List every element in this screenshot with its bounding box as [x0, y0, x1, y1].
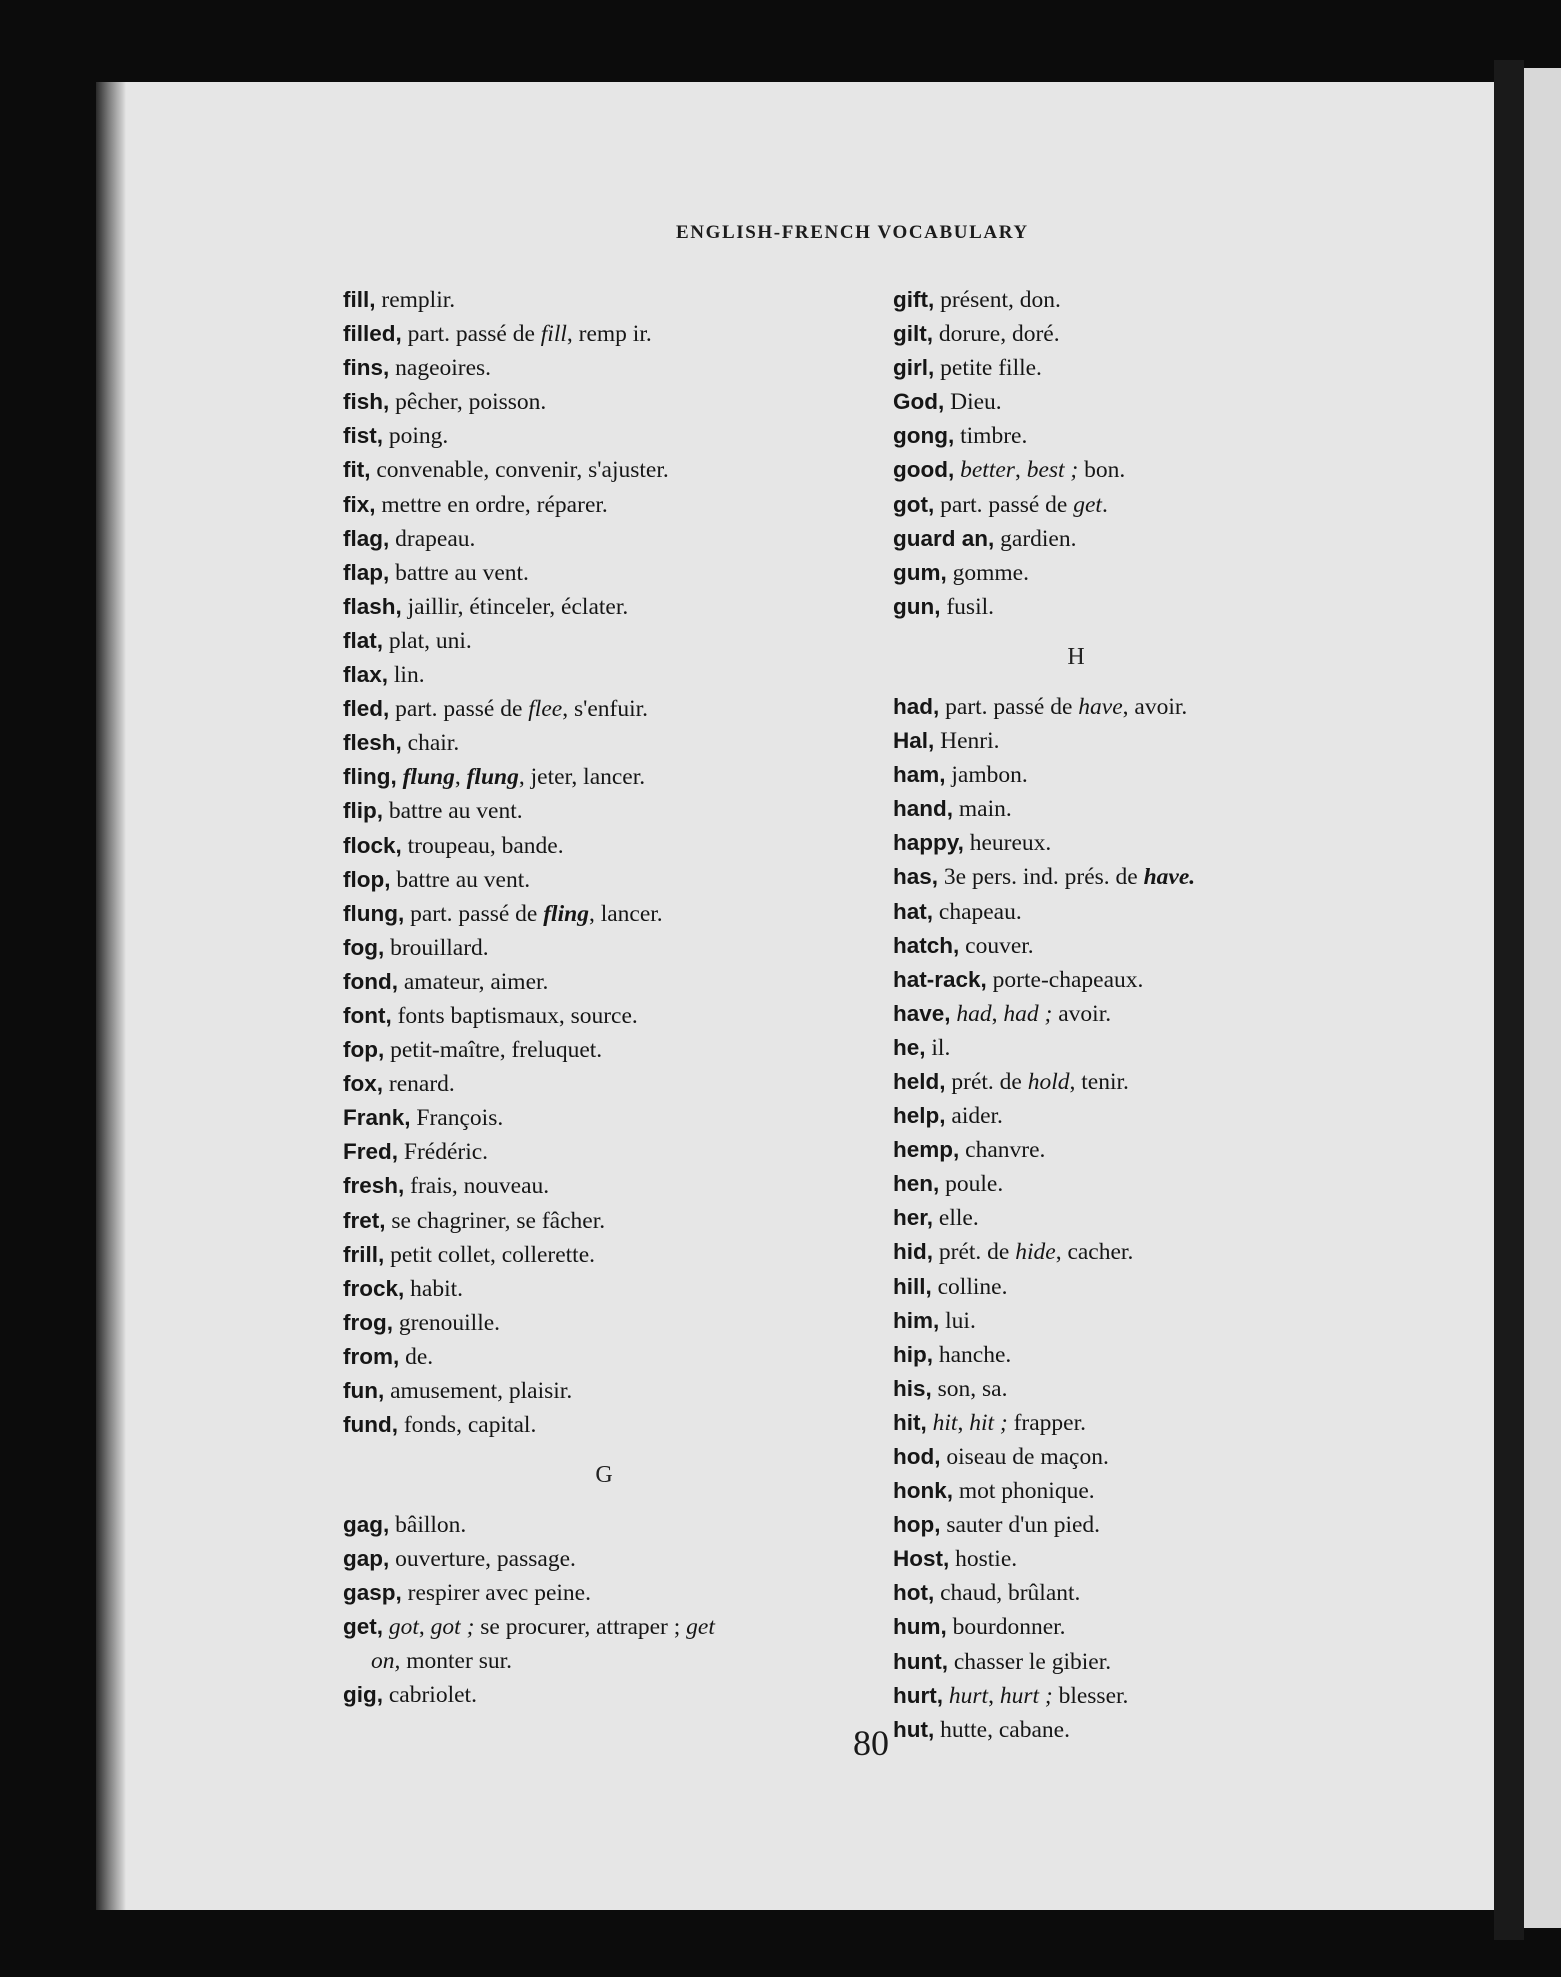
definition-text: part. passé de — [401, 321, 541, 348]
definition-text: chaud, brûlant. — [934, 1580, 1081, 1607]
vocab-entry — [343, 863, 863, 897]
definition-text: flung — [402, 764, 455, 791]
headword: gag, — [343, 1512, 390, 1538]
vocab-entry — [893, 963, 1333, 997]
headword: him, — [893, 1307, 940, 1333]
vocab-entry — [893, 419, 1333, 453]
headword: fox, — [343, 1071, 384, 1097]
definition-text: son, sa. — [931, 1375, 1008, 1402]
definition-text: , — [418, 1614, 431, 1641]
definition-text: , — [454, 764, 467, 791]
vocab-entry — [343, 624, 863, 658]
right-column — [893, 283, 1333, 1747]
vocab-entry — [893, 590, 1333, 624]
definition-text: gomme. — [946, 559, 1029, 586]
headword: ham, — [893, 762, 946, 788]
vocab-entry — [893, 724, 1333, 758]
definition-text: il. — [925, 1034, 951, 1061]
headword: fling, — [343, 764, 397, 790]
definition-text: part. passé de — [389, 696, 529, 723]
headword: happy, — [893, 830, 964, 856]
definition-text: , — [988, 1682, 1000, 1709]
definition-text: have. — [1143, 864, 1196, 891]
headword: hop, — [893, 1512, 941, 1538]
definition-text: fling — [543, 900, 589, 927]
headword: flash, — [343, 593, 402, 619]
headword: girl, — [893, 355, 935, 381]
definition-text: bâillon. — [389, 1512, 467, 1539]
definition-text: fonds, capital. — [397, 1412, 537, 1439]
headword: gig, — [343, 1681, 383, 1707]
headword: Fred, — [343, 1139, 399, 1165]
headword: fun, — [343, 1378, 385, 1403]
headword: gum, — [893, 559, 947, 585]
headword: filled, — [343, 321, 402, 347]
definition-text: renard. — [383, 1071, 455, 1098]
vocab-entry — [893, 1542, 1333, 1576]
definition-text: fonts baptismaux, source. — [391, 1002, 638, 1029]
headword: hen, — [893, 1171, 940, 1197]
definition-text: , — [957, 1409, 970, 1436]
vocab-entry — [893, 1031, 1333, 1065]
headword: font, — [343, 1002, 392, 1028]
headword: gap, — [343, 1546, 390, 1572]
definition-text: fusil. — [940, 593, 995, 620]
vocab-entry — [893, 453, 1333, 487]
definition-text: heureux. — [963, 830, 1052, 857]
facing-page-edge — [1524, 68, 1561, 1928]
definition-text: hit ; — [969, 1409, 1008, 1436]
headword: Frank, — [343, 1105, 411, 1131]
headword: hatch, — [893, 932, 960, 958]
vocab-entry — [893, 929, 1333, 963]
vocab-entry — [893, 758, 1333, 792]
vocab-entry — [893, 1610, 1333, 1644]
definition-text: hold — [1027, 1068, 1070, 1095]
headword: got, — [893, 491, 935, 517]
vocab-entry — [343, 1610, 863, 1677]
definition-text: Frédéric. — [398, 1139, 489, 1166]
vocab-entry — [343, 1101, 863, 1135]
definition-text: monter sur. — [400, 1647, 512, 1674]
definition-text: se procurer, attraper ; — [474, 1614, 687, 1641]
vocab-entry — [893, 385, 1333, 419]
vocab-entry — [893, 1713, 1333, 1747]
headword: hit, — [893, 1409, 927, 1435]
definition-text: oiseau de maçon. — [940, 1444, 1109, 1470]
definition-text: de. — [399, 1343, 434, 1370]
vocab-entry — [343, 794, 863, 828]
vocab-entry — [893, 1270, 1333, 1304]
section-letter: G — [595, 1462, 613, 1489]
vocab-entry — [343, 692, 863, 726]
headword: hunt, — [893, 1648, 948, 1674]
vocab-entry — [893, 895, 1333, 929]
definition-text: , jeter, lancer. — [518, 764, 646, 791]
vocab-entry — [343, 1340, 863, 1374]
definition-text: plat, uni. — [383, 627, 472, 654]
definition-text: lui. — [939, 1307, 976, 1334]
headword: his, — [893, 1375, 932, 1401]
headword: hod, — [893, 1444, 941, 1469]
definition-text: hurt ; — [999, 1682, 1053, 1709]
running-header: ENGLISH-FRENCH VOCABULARY — [676, 222, 1029, 243]
definition-text: , — [1014, 457, 1027, 484]
definition-text: brouillard. — [384, 934, 489, 961]
entry-continuation — [343, 1645, 863, 1678]
headword: flock, — [343, 832, 402, 858]
definition-text: part. passé de — [404, 900, 544, 927]
headword: hum, — [893, 1614, 947, 1640]
definition-text: nageoires. — [389, 355, 492, 382]
definition-text: grenouille. — [393, 1309, 501, 1336]
definition-text: had — [956, 1000, 992, 1027]
definition-text: chapeau. — [933, 898, 1022, 925]
headword: flesh, — [343, 730, 402, 756]
definition-text: elle. — [933, 1205, 979, 1232]
headword: hot, — [893, 1580, 935, 1606]
definition-text: . — [1101, 491, 1108, 518]
vocab-entry — [343, 658, 863, 692]
vocab-entry — [893, 690, 1333, 724]
vocab-entry — [893, 522, 1333, 556]
definition-text: remplir. — [375, 287, 456, 313]
definition-text: blesser. — [1052, 1682, 1129, 1709]
definition-text: colline. — [931, 1273, 1008, 1300]
vocab-entry — [343, 931, 863, 965]
vocab-entry — [343, 1067, 863, 1101]
vocab-entry — [343, 965, 863, 999]
headword: God, — [893, 389, 945, 415]
definition-text: got ; — [430, 1614, 475, 1641]
vocab-entry — [343, 1408, 863, 1442]
book-spine — [1494, 60, 1524, 1940]
definition-text: aider. — [945, 1103, 1003, 1130]
definition-text: , remp ir. — [566, 321, 652, 348]
headword: hat, — [893, 898, 934, 924]
definition-text: petite fille. — [934, 355, 1042, 382]
vocab-entry — [343, 760, 863, 794]
definition-text: hurt — [948, 1682, 989, 1709]
definition-text: better — [960, 457, 1015, 484]
vocab-entry — [893, 826, 1333, 860]
definition-text: mettre en ordre, réparer. — [375, 491, 608, 518]
definition-text: 3e pers. ind. prés. de — [938, 864, 1144, 891]
definition-text: battre au vent. — [389, 559, 529, 586]
vocab-entry — [893, 997, 1333, 1031]
vocab-entry — [343, 999, 863, 1033]
definition-text: jambon. — [945, 762, 1028, 789]
definition-text: chanvre. — [959, 1137, 1046, 1164]
definition-text: , — [991, 1000, 1004, 1027]
headword: fond, — [343, 968, 398, 994]
headword: hill, — [893, 1273, 932, 1299]
headword: fog, — [343, 934, 385, 960]
definition-text: Dieu. — [944, 389, 1002, 416]
definition-text: habit. — [404, 1275, 464, 1302]
vocab-entry — [343, 897, 863, 931]
definition-text: hit — [932, 1409, 958, 1436]
vocab-entry — [893, 1576, 1333, 1610]
headword: fist, — [343, 423, 384, 449]
vocab-entry — [893, 1406, 1333, 1440]
definition-text: présent, don. — [934, 287, 1061, 313]
vocab-entry — [343, 1508, 863, 1542]
vocab-entry — [343, 317, 863, 351]
definition-text: get — [1073, 491, 1102, 518]
definition-text: convenable, convenir, s'ajuster. — [370, 457, 669, 484]
headword: help, — [893, 1103, 946, 1129]
headword: honk, — [893, 1478, 953, 1504]
headword: gift, — [893, 287, 935, 312]
definition-text: dorure, doré. — [933, 321, 1060, 348]
vocab-entry — [343, 1238, 863, 1272]
vocab-entry — [893, 283, 1333, 317]
vocab-entry — [343, 1374, 863, 1408]
left-column — [343, 283, 863, 1712]
vocab-entry — [343, 453, 863, 487]
headword: gilt, — [893, 321, 933, 347]
vocab-entry — [343, 419, 863, 453]
headword: get, — [343, 1614, 384, 1640]
definition-text: bon. — [1078, 457, 1126, 484]
headword: has, — [893, 864, 939, 890]
definition-text: flee — [528, 696, 563, 723]
vocab-entry — [343, 522, 863, 556]
definition-text: poule. — [939, 1171, 1004, 1198]
definition-text: , tenir. — [1069, 1068, 1129, 1095]
vocab-entry — [343, 1204, 863, 1238]
headword: Host, — [893, 1546, 950, 1572]
vocab-entry — [343, 590, 863, 624]
headword: Hal, — [893, 728, 935, 754]
definition-text: cabriolet. — [383, 1681, 477, 1708]
vocab-entry — [893, 488, 1333, 522]
vocab-entry — [893, 792, 1333, 826]
headword: fish, — [343, 389, 390, 415]
definition-text: battre au vent. — [390, 866, 531, 893]
definition-text: battre au vent. — [383, 798, 523, 825]
vocab-entry — [893, 1133, 1333, 1167]
definition-text: poing. — [383, 423, 449, 450]
headword: hemp, — [893, 1137, 960, 1163]
vocab-entry — [893, 1167, 1333, 1201]
vocab-entry — [893, 1440, 1333, 1474]
headword: flag, — [343, 525, 390, 551]
definition-text: timbre. — [954, 423, 1028, 450]
headword: frog, — [343, 1309, 393, 1335]
definition-text: petit-maître, freluquet. — [384, 1037, 603, 1064]
vocab-entry — [343, 1135, 863, 1169]
vocab-entry — [893, 556, 1333, 590]
definition-text: porte-chapeaux. — [986, 966, 1144, 993]
vocab-entry — [893, 1372, 1333, 1406]
definition-text: have — [1078, 693, 1123, 720]
headword: had, — [893, 693, 940, 719]
vocab-entry — [893, 1201, 1333, 1235]
definition-text: troupeau, bande. — [401, 832, 564, 859]
definition-text: , cacher. — [1055, 1239, 1134, 1266]
definition-text: sauter d'un pied. — [940, 1512, 1101, 1539]
headword: guard an, — [893, 525, 995, 551]
vocab-entry — [343, 726, 863, 760]
definition-text: part. passé de — [934, 491, 1074, 518]
definition-text: prét. de — [933, 1239, 1016, 1266]
vocab-entry — [343, 385, 863, 419]
vocab-entry — [343, 1033, 863, 1067]
vocab-entry — [343, 488, 863, 522]
headword: flax, — [343, 662, 389, 688]
headword: fins, — [343, 355, 390, 381]
definition-text: hanche. — [933, 1341, 1012, 1368]
vocab-entry — [893, 1065, 1333, 1099]
vocab-entry — [893, 1099, 1333, 1133]
headword: gasp, — [343, 1580, 402, 1606]
vocab-entry — [343, 1169, 863, 1203]
headword: fund, — [343, 1412, 398, 1438]
headword: gong, — [893, 423, 955, 449]
definition-text: chasser le gibier. — [947, 1648, 1112, 1675]
headword: he, — [893, 1034, 926, 1060]
definition-text: , avoir. — [1122, 693, 1188, 720]
vocab-entry — [893, 1679, 1333, 1713]
definition-text: couver. — [959, 932, 1034, 959]
definition-text: got — [388, 1614, 419, 1641]
page-edge — [96, 82, 126, 1910]
headword: hurt, — [893, 1682, 943, 1708]
definition-text: pêcher, poisson. — [389, 389, 547, 416]
vocab-entry — [343, 1678, 863, 1712]
headword: flat, — [343, 627, 384, 653]
definition-text: lin. — [388, 662, 425, 689]
headword: hip, — [893, 1341, 933, 1367]
headword: frill, — [343, 1241, 385, 1267]
vocab-entry — [343, 1306, 863, 1340]
page-number: 80 — [853, 1723, 889, 1763]
vocab-entry — [343, 283, 863, 317]
definition-text: François. — [410, 1105, 504, 1132]
vocab-entry — [893, 351, 1333, 385]
vocab-entry — [893, 1235, 1333, 1269]
definition-text: amateur, aimer. — [397, 968, 549, 995]
headword: fresh, — [343, 1173, 405, 1199]
vocab-entry — [893, 1508, 1333, 1542]
headword: fill, — [343, 287, 376, 312]
headword: flip, — [343, 798, 383, 824]
definition-text: mot phonique. — [953, 1478, 1095, 1505]
headword: fit, — [343, 457, 371, 483]
definition-text: petit collet, collerette. — [384, 1241, 596, 1268]
headword: hand, — [893, 796, 953, 822]
headword: have, — [893, 1000, 951, 1026]
definition-text: on, — [371, 1647, 401, 1674]
headword: fop, — [343, 1037, 385, 1063]
vocab-entry — [343, 556, 863, 590]
headword: from, — [343, 1343, 400, 1369]
definition-text: bourdonner. — [946, 1614, 1066, 1641]
vocab-entry — [343, 1542, 863, 1576]
definition-text: hide — [1015, 1239, 1056, 1266]
headword: gun, — [893, 593, 941, 619]
definition-text: frapper. — [1007, 1409, 1086, 1436]
definition-text: frais, nouveau. — [404, 1173, 550, 1200]
definition-text: fill — [540, 321, 567, 348]
definition-text: drapeau. — [389, 525, 476, 552]
definition-text: , lancer. — [588, 900, 663, 927]
definition-text: avoir. — [1052, 1000, 1112, 1027]
vocab-entry — [343, 1576, 863, 1610]
headword: fled, — [343, 696, 390, 722]
definition-text: hutte, cabane. — [934, 1716, 1070, 1743]
headword: hat-rack, — [893, 966, 987, 992]
definition-text: se chagriner, se fâcher. — [385, 1207, 606, 1234]
headword: good, — [893, 457, 955, 483]
definition-text: , s'enfuir. — [562, 696, 649, 723]
definition-text: main. — [953, 796, 1012, 823]
headword: fret, — [343, 1207, 386, 1233]
headword: hid, — [893, 1239, 933, 1265]
vocab-entry — [893, 1645, 1333, 1679]
vocab-entry — [343, 351, 863, 385]
vocab-entry — [343, 829, 863, 863]
vocab-entry — [893, 860, 1333, 894]
definition-text: flung — [466, 764, 519, 791]
headword: hut, — [893, 1716, 935, 1742]
headword: frock, — [343, 1275, 405, 1301]
definition-text: part. passé de — [939, 693, 1079, 720]
vocab-entry — [893, 317, 1333, 351]
vocab-entry — [893, 1474, 1333, 1508]
definition-text: respirer avec peine. — [401, 1580, 591, 1607]
headword: her, — [893, 1205, 934, 1231]
vocab-entry — [893, 1338, 1333, 1372]
headword: flap, — [343, 559, 390, 585]
headword: fix, — [343, 491, 376, 517]
definition-text: prét. de — [945, 1068, 1028, 1095]
definition-text: jaillir, étinceler, éclater. — [401, 593, 629, 620]
vocab-entry — [893, 1304, 1333, 1338]
section-letter: H — [1067, 643, 1085, 670]
headword: flung, — [343, 900, 405, 926]
headword: flop, — [343, 866, 391, 892]
definition-text: amusement, plaisir. — [384, 1378, 573, 1404]
definition-text: Henri. — [934, 728, 1000, 755]
definition-text: gardien. — [994, 525, 1077, 552]
definition-text: hostie. — [949, 1546, 1018, 1573]
definition-text: chair. — [401, 730, 460, 757]
headword: held, — [893, 1068, 946, 1094]
definition-text: ouverture, passage. — [389, 1546, 576, 1573]
definition-text: had ; — [1003, 1000, 1053, 1027]
vocab-entry — [343, 1272, 863, 1306]
definition-text: best ; — [1026, 457, 1079, 484]
definition-text: get — [686, 1614, 715, 1641]
